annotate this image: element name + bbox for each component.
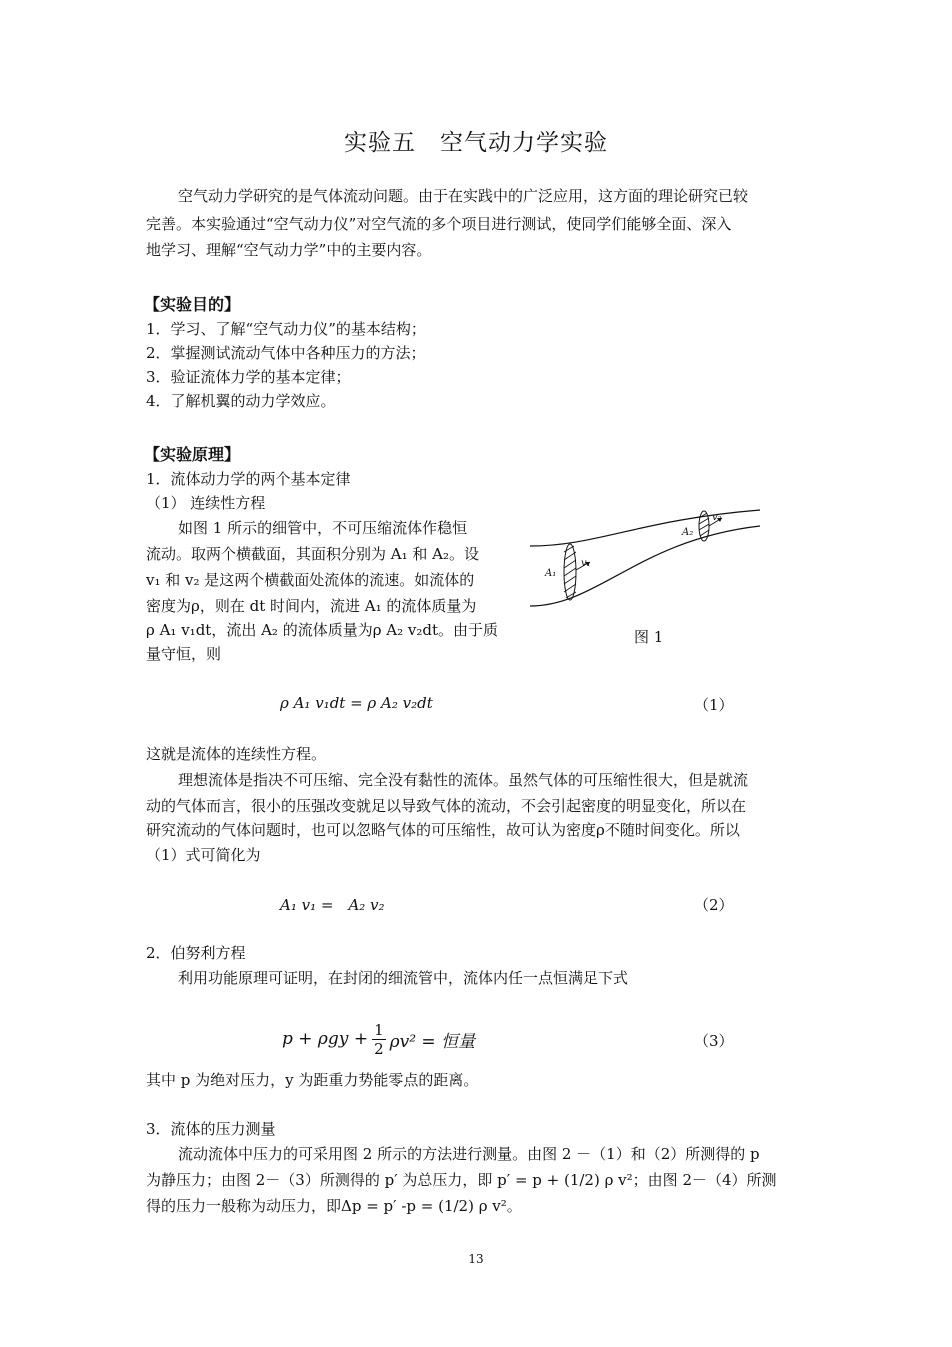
continuity-line-4: 密度为ρ，则在 dt 时间内，流进 A₁ 的流体质量为 xyxy=(146,597,477,615)
continuity-line-3: v₁ 和 v₂ 是这两个横截面处流体的流速。如流体的 xyxy=(146,571,475,589)
continuity-line-5: ρ A₁ v₁dt，流出 A₂ 的流体质量为ρ A₂ v₂dt。由于质 xyxy=(146,621,499,639)
figure-label-a1: A₁ xyxy=(545,568,557,579)
pressure-line-1: 流动流体中压力的可采用图 2 所示的方法进行测量。由图 2 －（1）和（2）所测得的 p xyxy=(178,1145,760,1163)
purpose-item-1: 1．学习、了解“空气动力仪”的基本结构； xyxy=(146,320,426,338)
equation-2: A₁ v₁ = A₂ v₂ xyxy=(280,896,385,914)
equation-1-number: （1） xyxy=(694,696,734,714)
purpose-item-3: 3．验证流体力学的基本定律； xyxy=(146,368,351,386)
purpose-item-2: 2．掌握测试流动气体中各种压力的方法； xyxy=(146,344,426,362)
ideal-fluid-line-4: （1）式可简化为 xyxy=(146,846,261,864)
bernoulli-intro: 利用功能原理可证明，在封闭的细流管中，流体内任一点恒满足下式 xyxy=(178,969,629,987)
section-a2 xyxy=(699,511,709,541)
continuity-line-1: 如图 1 所示的细管中，不可压缩流体作稳恒 xyxy=(178,519,468,537)
principle-subheading-1a: （1） 连续性方程 xyxy=(146,494,266,512)
equation-2-number: （2） xyxy=(694,896,734,914)
intro-line-3: 地学习、理解“空气动力学”中的主要内容。 xyxy=(146,241,432,259)
purpose-heading: 【实验目的】 xyxy=(144,295,241,314)
equation-3-denominator: 2 xyxy=(374,1039,384,1058)
equation-3-left: p + ρgy + xyxy=(282,1029,369,1049)
purpose-item-4: 4．了解机翼的动力学效应。 xyxy=(146,392,336,410)
principle-heading: 【实验原理】 xyxy=(144,445,241,464)
equation-3 xyxy=(282,1016,475,1062)
figure-label-v1: v₁ xyxy=(581,558,591,569)
equation-3-number: （3） xyxy=(694,1032,734,1050)
figure-1-flow-tube xyxy=(528,500,764,615)
figure-1-caption: 图 1 xyxy=(634,628,664,646)
figure-label-v2: v₂ xyxy=(712,512,722,523)
pressure-line-3: 得的压力一般称为动压力，即Δp = p′ -p = (1/2) ρ v²。 xyxy=(146,1197,522,1215)
principle-subheading-2: 2．伯努利方程 xyxy=(146,944,246,962)
page-title: 实验五 空气动力学实验 xyxy=(344,130,608,156)
tube-upper-wall xyxy=(530,510,760,546)
equation-3-numerator: 1 xyxy=(374,1020,384,1039)
equation-3-right: ρv² = 恒量 xyxy=(389,1031,476,1052)
intro-line-1: 空气动力学研究的是气体流动问题。由于在实践中的广泛应用，这方面的理论研究已较 xyxy=(178,187,749,205)
principle-subheading-1: 1．流体动力学的两个基本定律 xyxy=(146,470,351,488)
principle-subheading-3: 3．流体的压力测量 xyxy=(146,1120,276,1138)
continuity-line-6: 量守恒，则 xyxy=(146,645,222,663)
after-equation-3: 其中 p 为绝对压力，y 为距重力势能零点的距离。 xyxy=(146,1071,479,1089)
pressure-line-2: 为静压力；由图 2－（3）所测得的 p′ 为总压力，即 p′ = p + (1/2) ρ v²；由图 2－（4）所测 xyxy=(146,1171,777,1189)
ideal-fluid-line-2: 动的气体而言，很小的压强改变就足以导致气体的流动，不会引起密度的明显变化，所以在 xyxy=(146,797,747,815)
page-number: 13 xyxy=(468,1252,484,1266)
continuity-line-2: 流动。取两个横截面，其面积分别为 A₁ 和 A₂。设 xyxy=(146,545,479,563)
equation-3-fraction xyxy=(372,1021,386,1058)
ideal-fluid-line-3: 研究流动的气体问题时，也可以忽略气体的可压缩性，故可认为密度ρ不随时间变化。所以 xyxy=(146,821,740,839)
after-equation-1: 这就是流体的连续性方程。 xyxy=(146,745,327,763)
figure-label-a2: A₂ xyxy=(682,527,694,538)
intro-line-2: 完善。本实验通过“空气动力仪”对空气流的多个项目进行测试，使同学们能够全面、深入 xyxy=(146,215,732,233)
equation-1: ρ A₁ v₁dt = ρ A₂ v₂dt xyxy=(280,694,433,712)
ideal-fluid-line-1: 理想流体是指决不可压缩、完全没有黏性的流体。虽然气体的可压缩性很大，但是就流 xyxy=(178,771,749,789)
